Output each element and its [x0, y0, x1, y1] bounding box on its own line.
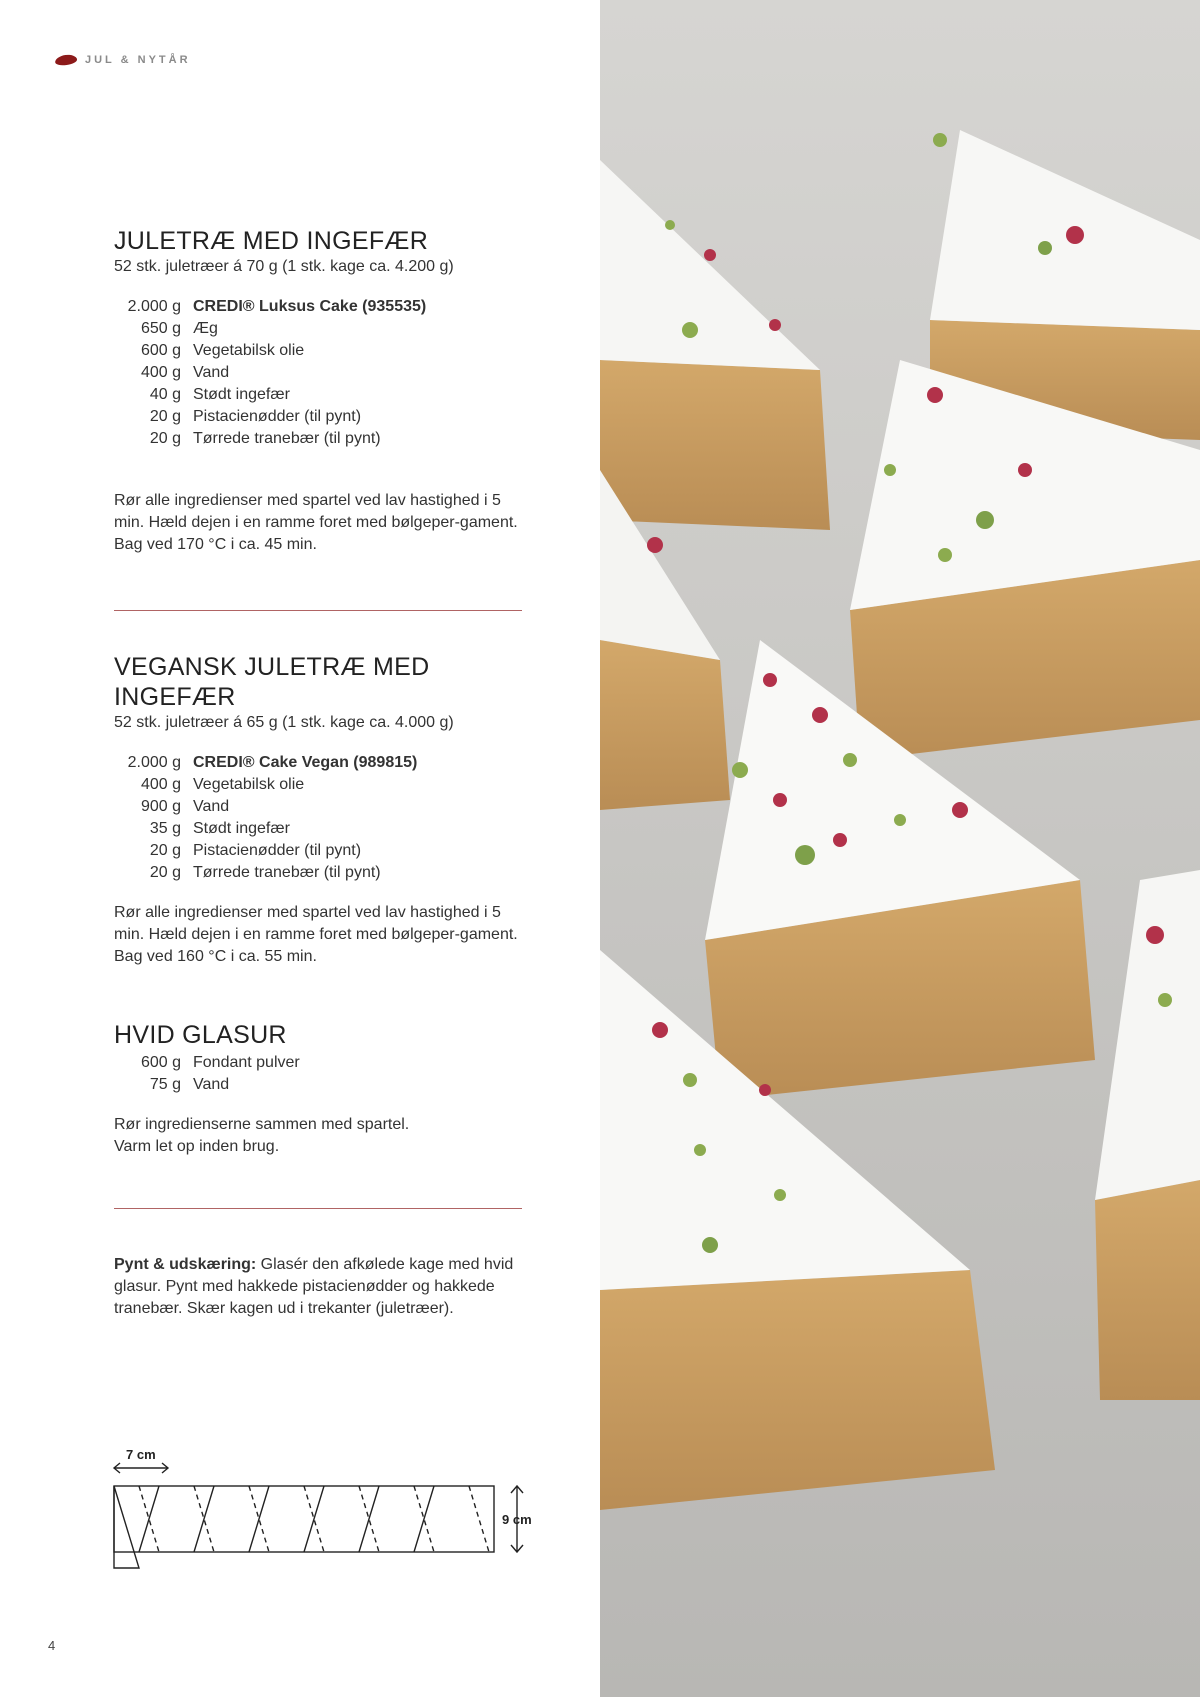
page-number: 4 [48, 1638, 56, 1653]
ingredient-row: 75 g Vand [149, 1076, 230, 1093]
ingredient-row: 2.000 g CREDI® Cake Vegan (989815) [127, 754, 418, 771]
ingredient-row: 900 g Vand [140, 798, 230, 815]
divider [114, 1208, 522, 1209]
ingredient-row: 20 g Pistacienødder (til pynt) [149, 842, 362, 859]
finishing-text: Pynt & udskæring: Glasér den afkølede kage med hvid glasur. Pynt med hakkede pistacienødder og hakkede tranebær. Skær kagen ud i trekanter (juletræer). [114, 1256, 514, 1317]
leaf-icon [54, 54, 77, 67]
recipe-title: VEGANSK JULETRÆ MED INGEFÆR [114, 653, 430, 711]
recipe-vegansk [114, 652, 534, 968]
glaze-method-line1: Rør ingredienserne sammen med spartel. [114, 1116, 410, 1133]
recipe-title: HVID GLASUR [114, 1021, 287, 1049]
ingredient-row: 20 g Tørrede tranebær (til pynt) [149, 864, 381, 881]
recipe-title: JULETRÆ MED INGEFÆR [114, 227, 429, 255]
ingredient-row: 600 g Fondant pulver [140, 1054, 300, 1071]
solid-cut-lines [139, 1486, 434, 1552]
recipe-glaze [114, 1020, 534, 1158]
ingredient-row: 2.000 g CREDI® Luksus Cake (935535) [127, 298, 427, 315]
width-label: 7 cm [126, 1447, 156, 1462]
ingredient-row: 400 g Vand [140, 364, 230, 381]
finishing-label: Pynt & udskæring: [114, 1256, 257, 1273]
ingredient-row: 650 g Æg [140, 320, 218, 337]
ingredient-row: 35 g Stødt ingefær [149, 820, 290, 837]
ingredient-row: 20 g Pistacienødder (til pynt) [149, 408, 362, 425]
ingredient-row: 40 g Stødt ingefær [149, 386, 290, 403]
ingredient-row: 600 g Vegetabilsk olie [140, 342, 305, 359]
finishing-note [114, 1254, 534, 1320]
ingredient-list [114, 1052, 534, 1096]
cake-slices-illustration [600, 0, 1200, 1697]
recipe-method: Rør alle ingredienser med spartel ved lav hastighed i 5 min. Hæld dejen i en ramme foret med bølgeper-gament. Bag ved 160 °C i ca. 55 min. [114, 904, 518, 965]
section-header [55, 54, 191, 66]
recipe-juletrae [114, 226, 534, 556]
recipe-method: Rør alle ingredienser med spartel ved lav hastighed i 5 min. Hæld dejen i en ramme foret med bølgeper-gament. Bag ved 170 °C i ca. 45 min. [114, 492, 518, 553]
ingredient-row: 400 g Vegetabilsk olie [140, 776, 305, 793]
recipe-yield: 52 stk. juletræer á 70 g (1 stk. kage ca. 4.200 g) [114, 258, 454, 275]
ingredient-list [114, 752, 534, 884]
glaze-method-line2: Varm let op inden brug. [114, 1138, 280, 1155]
ingredient-row: 20 g Tørrede tranebær (til pynt) [149, 430, 381, 447]
cake-outline [114, 1486, 494, 1552]
section-header-label: JUL & NYTÅR [85, 54, 191, 66]
height-label: 9 cm [502, 1512, 532, 1527]
ingredient-list [114, 296, 534, 450]
recipe-yield: 52 stk. juletræer á 65 g (1 stk. kage ca. 4.000 g) [114, 714, 454, 731]
cake-photo [600, 0, 1200, 1697]
divider [114, 610, 522, 611]
cutting-diagram [110, 1440, 540, 1580]
